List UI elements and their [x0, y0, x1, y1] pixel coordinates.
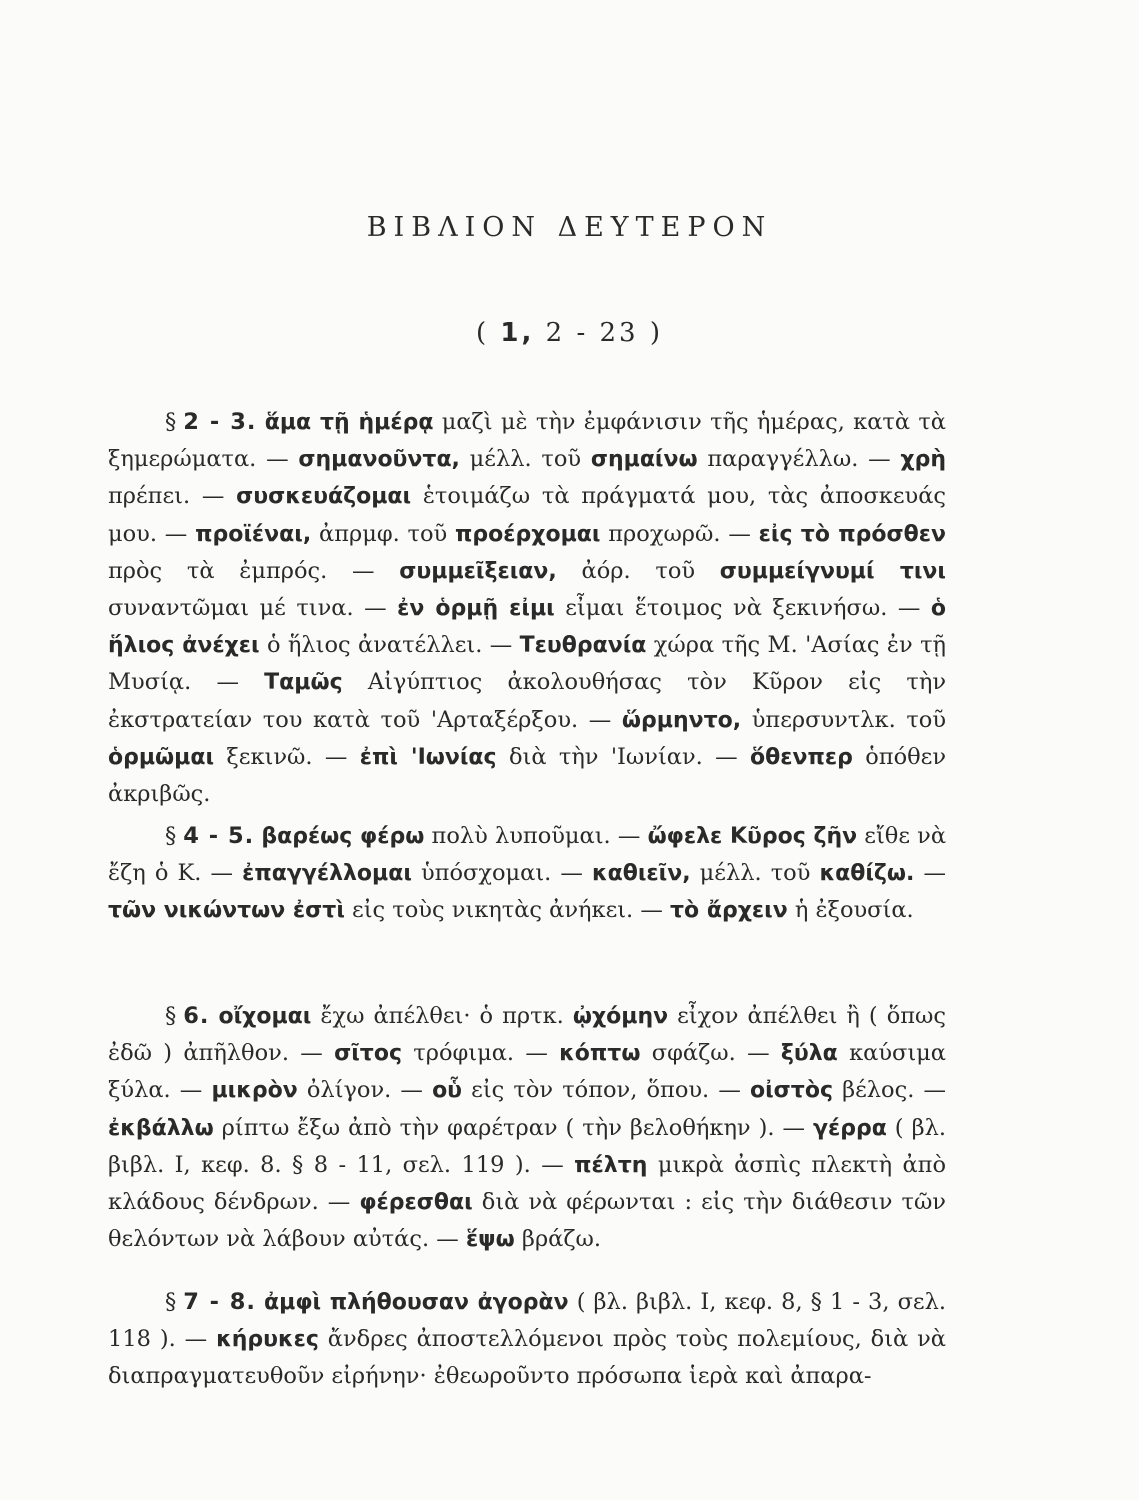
range-close-paren: ) [649, 318, 664, 348]
gloss-text: πρέπει. — [108, 483, 237, 510]
gloss-text: Αἰγύπτιος ἀκολουθήσας τὸν Κῦρον εἰς τὴν ἐκστρατείαν του κατὰ τοῦ 'Αρταξέρξου. — [108, 669, 946, 733]
gloss-text: συναντῶμαι μέ τινα. — [108, 595, 398, 622]
gloss-text: εἶμαι ἕτοιμος νὰ ξεκινήσω. — [554, 595, 931, 622]
headword: ὁ ἥλιος ἀνέχει [108, 596, 946, 659]
gloss-text: ( βλ. βιβλ. Ι, κεφ. 8, § 1 - 3, σελ. 118 ). — [108, 1289, 947, 1353]
headword: μικρὸν [211, 1078, 298, 1104]
headword: οἴχομαι [218, 1004, 312, 1029]
gloss-text: ὁ ἥλιος ἀνατέλλει. — [259, 632, 520, 659]
gloss-text: βέλος. — [833, 1077, 946, 1104]
headword: ὁρμῶμαι [108, 744, 215, 770]
headword: οὗ [432, 1078, 463, 1104]
range-open-paren: ( [475, 318, 490, 348]
headword: προέρχομαι [455, 521, 601, 547]
gloss-text: ἄνδρες ἀποστελλόμενοι πρὸς τοὺς πολεμίους, διὰ νὰ διαπραγματευθοῦν εἰρήνην· ἐθεωροῦντο πρόσωπα ἱερὰ καὶ ἀπαρα- [108, 1326, 946, 1390]
gloss-text: διὰ τὴν 'Ιωνίαν. — [496, 743, 751, 770]
headword: φέρεσθαι [359, 1190, 473, 1216]
gloss-text: χώρα τῆς Μ. 'Ασίας ἐν τῇ Μυσίᾳ. — [108, 632, 947, 696]
gloss-text: ὀλίγον. — [297, 1077, 433, 1104]
section-number [165, 823, 254, 849]
gloss-text: τρόφιμα. — [401, 1040, 560, 1067]
section-sign: § [165, 1003, 178, 1029]
headword: ᾠχόμην [572, 1004, 669, 1029]
paragraph-sections-7-8 [108, 1284, 946, 1395]
headword: προϊέναι, [195, 521, 312, 547]
gloss-text: πολὺ λυποῦμαι. — [424, 823, 648, 849]
gloss-text: ἑτοιμάζω τὰ πράγματά μου, τὰς ἀποσκευάς μου. — [108, 483, 946, 547]
gloss-text: εἶχον ἀπέλθει ἢ ( ὅπως ἐδῶ ) ἀπῆλθον. — [108, 1003, 947, 1067]
gloss-text: ἡ ἐξουσία. [787, 897, 914, 924]
headword: κήρυκες [216, 1327, 319, 1353]
paragraph-sections-2-3 [108, 404, 946, 812]
gloss-text: εἰς τοὺς νικητὰς ἀνήκει. — [344, 897, 671, 924]
headword: κόπτω [559, 1041, 641, 1067]
headword: βαρέως φέρω [261, 824, 425, 849]
headword: γέρρα [812, 1115, 887, 1141]
headword: χρὴ [900, 447, 946, 473]
headword: ἅμα τῇ ἡμέρᾳ [264, 410, 434, 435]
paragraph-text [108, 1003, 946, 1252]
section-label: 7 - 8. [183, 1289, 256, 1315]
gloss-text: μέλλ. τοῦ [690, 860, 820, 887]
headword: ὤφελε Κῦρος ζῆν [647, 824, 858, 849]
headword: ἀμφὶ πλήθουσαν ἀγορὰν [264, 1290, 569, 1315]
headword: οἰστὸς [749, 1078, 833, 1104]
headword: πέλτη [574, 1152, 648, 1178]
gloss-text: πρὸς τὰ ἐμπρός. — [108, 557, 400, 584]
gloss-text: ξεκινῶ. — [214, 743, 360, 770]
headword: ἐπὶ 'Ιωνίας [359, 744, 497, 770]
section-label: 4 - 5. [183, 823, 255, 849]
section-sign: § [165, 823, 178, 849]
headword: ἐκβάλλω [108, 1115, 214, 1141]
gloss-text: ὁπόθεν ἀκριβῶς. [108, 743, 946, 808]
gloss-text: ἔχω ἀπέλθει· ὁ πρτκ. [311, 1003, 573, 1029]
gloss-text: εἰς τὸν τόπον, ὅπου. — [462, 1077, 750, 1104]
headword: συμμείγνυμί τινι [719, 558, 946, 584]
section-sign: § [165, 409, 178, 435]
headword: ἕψω [465, 1227, 515, 1253]
section-label: 2 - 3. [183, 409, 257, 435]
range-sections: 2 - 23 [545, 318, 639, 348]
section-number [165, 1289, 256, 1315]
headword: ξύλα [780, 1041, 838, 1067]
headword: τὸ ἄρχειν [670, 898, 788, 924]
book-title: ΒΙΒΛΙΟΝ ΔΕΥΤΕΡΟΝ [366, 212, 773, 243]
gloss-text: ἀπρμφ. τοῦ [311, 520, 456, 547]
paragraph-sections-4-5 [108, 818, 946, 930]
headword: ὥρμηντο, [621, 707, 742, 733]
headword: Τευθρανία [519, 633, 647, 659]
chapter-range [0, 318, 1139, 348]
gloss-text: σφάζω. — [640, 1040, 781, 1067]
section-label: 6. [183, 1003, 210, 1029]
gloss-text: διὰ νὰ φέρωνται : εἰς τὴν διάθεσιν τῶν θελόντων νὰ λάβουν αὐτάς. — [108, 1189, 946, 1253]
gloss-text: καύσιμα ξύλα. — [108, 1040, 946, 1104]
headword: ἐπαγγέλλομαι [242, 861, 412, 887]
headword: σημανοῦντα, [298, 447, 460, 473]
section-number [165, 409, 256, 435]
gloss-text: ὑπερσυντλκ. τοῦ [741, 706, 946, 733]
gloss-text: βράζω. [514, 1226, 602, 1253]
gloss-text: ἀόρ. τοῦ [556, 557, 720, 584]
headword: καθίζω. [819, 861, 915, 887]
headword: τῶν νικώντων ἐστὶ [108, 898, 345, 924]
headword: συσκευάζομαι [236, 484, 412, 510]
gloss-text: προχωρῶ. — [600, 520, 759, 547]
gloss-text: μικρὰ ἀσπὶς πλεκτὴ ἀπὸ κλάδους δένδρων. — [108, 1151, 947, 1216]
gloss-text: — [914, 860, 946, 887]
section-sign: § [165, 1289, 178, 1315]
gloss-text: ρίπτω ἔξω ἀπὸ τὴν φαρέτραν ( τὴν βελοθήκην ). — [213, 1114, 813, 1141]
gloss-text: εἴθε νὰ ἔζη ὁ Κ. — [108, 823, 947, 887]
headword: καθιεῖν, [592, 861, 691, 887]
headword: σῖτος [334, 1041, 402, 1067]
headword: σημαίνω [590, 447, 698, 473]
paragraph-text [108, 409, 946, 807]
paragraph-section-6 [108, 998, 946, 1258]
gloss-text: μαζὶ μὲ τὴν ἐμφάνισιν τῆς ἡμέρας, κατὰ τὰ ξημερώματα. — [108, 409, 946, 473]
headword: εἰς τὸ πρόσθεν [758, 521, 946, 547]
gloss-text: ( βλ. βιβλ. Ι, κεφ. 8. § 8 - 11, σελ. 119 ). — [108, 1114, 946, 1178]
headword: ἐν ὁρμῇ εἰμι [397, 596, 555, 622]
gloss-text: παραγγέλλω. — [697, 446, 901, 473]
headword: συμμεῖξειαν, [399, 558, 557, 584]
gloss-text: μέλλ. τοῦ [459, 446, 591, 473]
gloss-text: ὑπόσχομαι. — [411, 860, 592, 887]
headword: Ταμῶς [264, 670, 343, 696]
headword: ὅθενπερ [750, 744, 853, 770]
range-book-number: 1, [500, 318, 535, 348]
section-number [165, 1003, 209, 1029]
